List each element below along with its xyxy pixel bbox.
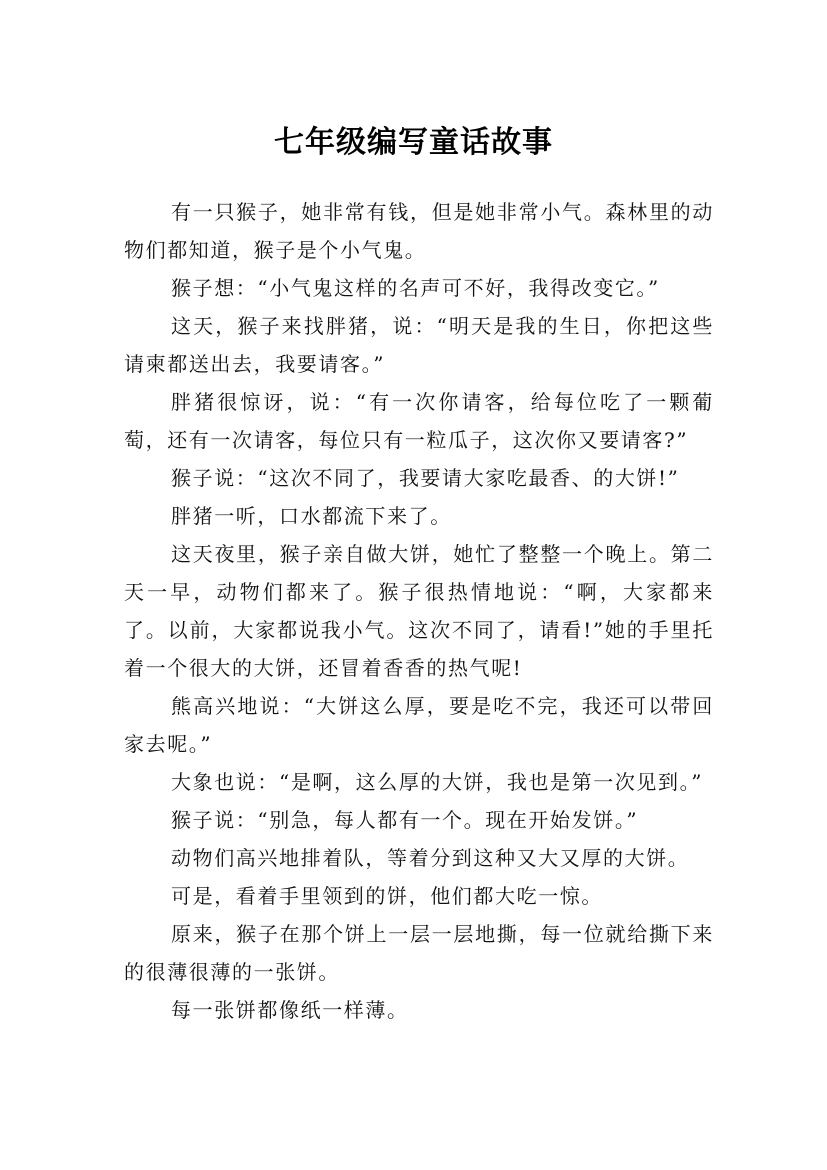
paragraph: 胖猪很惊讶，说：“有一次你请客，给每位吃了一颗葡萄，还有一次请客，每位只有一粒瓜子，这次你又要请客?” [124, 390, 714, 452]
paragraph: 每一张饼都像纸一样薄。 [171, 998, 409, 1022]
paragraph: 有一只猴子，她非常有钱，但是她非常小气。森林里的动物们都知道，猴子是个小气鬼。 [124, 200, 714, 262]
document-title: 七年级编写童话故事 [274, 125, 553, 161]
paragraph: 原来，猴子在那个饼上一层一层地撕，每一位就给撕下来的很薄很薄的一张饼。 [124, 922, 714, 984]
paragraph: 熊高兴地说：“大饼这么厚，要是吃不完，我还可以带回家去呢。” [124, 694, 714, 756]
paragraph: 这天，猴子来找胖猪，说：“明天是我的生日，你把这些请柬都送出去，我要请客。” [124, 314, 714, 376]
story-body [124, 193, 714, 1029]
paragraph: 猴子说：“这次不同了，我要请大家吃最香、的大饼!” [171, 466, 680, 490]
paragraph: 胖猪一听，口水都流下来了。 [171, 504, 452, 528]
paragraph: 动物们高兴地排着队，等着分到这种又大又厚的大饼。 [171, 846, 690, 870]
paragraph: 这天夜里，猴子亲自做大饼，她忙了整整一个晚上。第二天一早，动物们都来了。猴子很热情地说：“啊，大家都来了。以前，大家都说我小气。这次不同了，请看!”她的手里托着一个很大的大饼，还冒着香香的热气呢! [124, 542, 714, 680]
paragraph: 大象也说：“是啊，这么厚的大饼，我也是第一次见到。” [171, 770, 704, 794]
paragraph: 猴子说：“别急，每人都有一个。现在开始发饼。” [171, 808, 639, 832]
paragraph: 可是，看着手里领到的饼，他们都大吃一惊。 [171, 884, 603, 908]
paragraph: 猴子想：“小气鬼这样的名声可不好，我得改变它。” [171, 276, 660, 300]
